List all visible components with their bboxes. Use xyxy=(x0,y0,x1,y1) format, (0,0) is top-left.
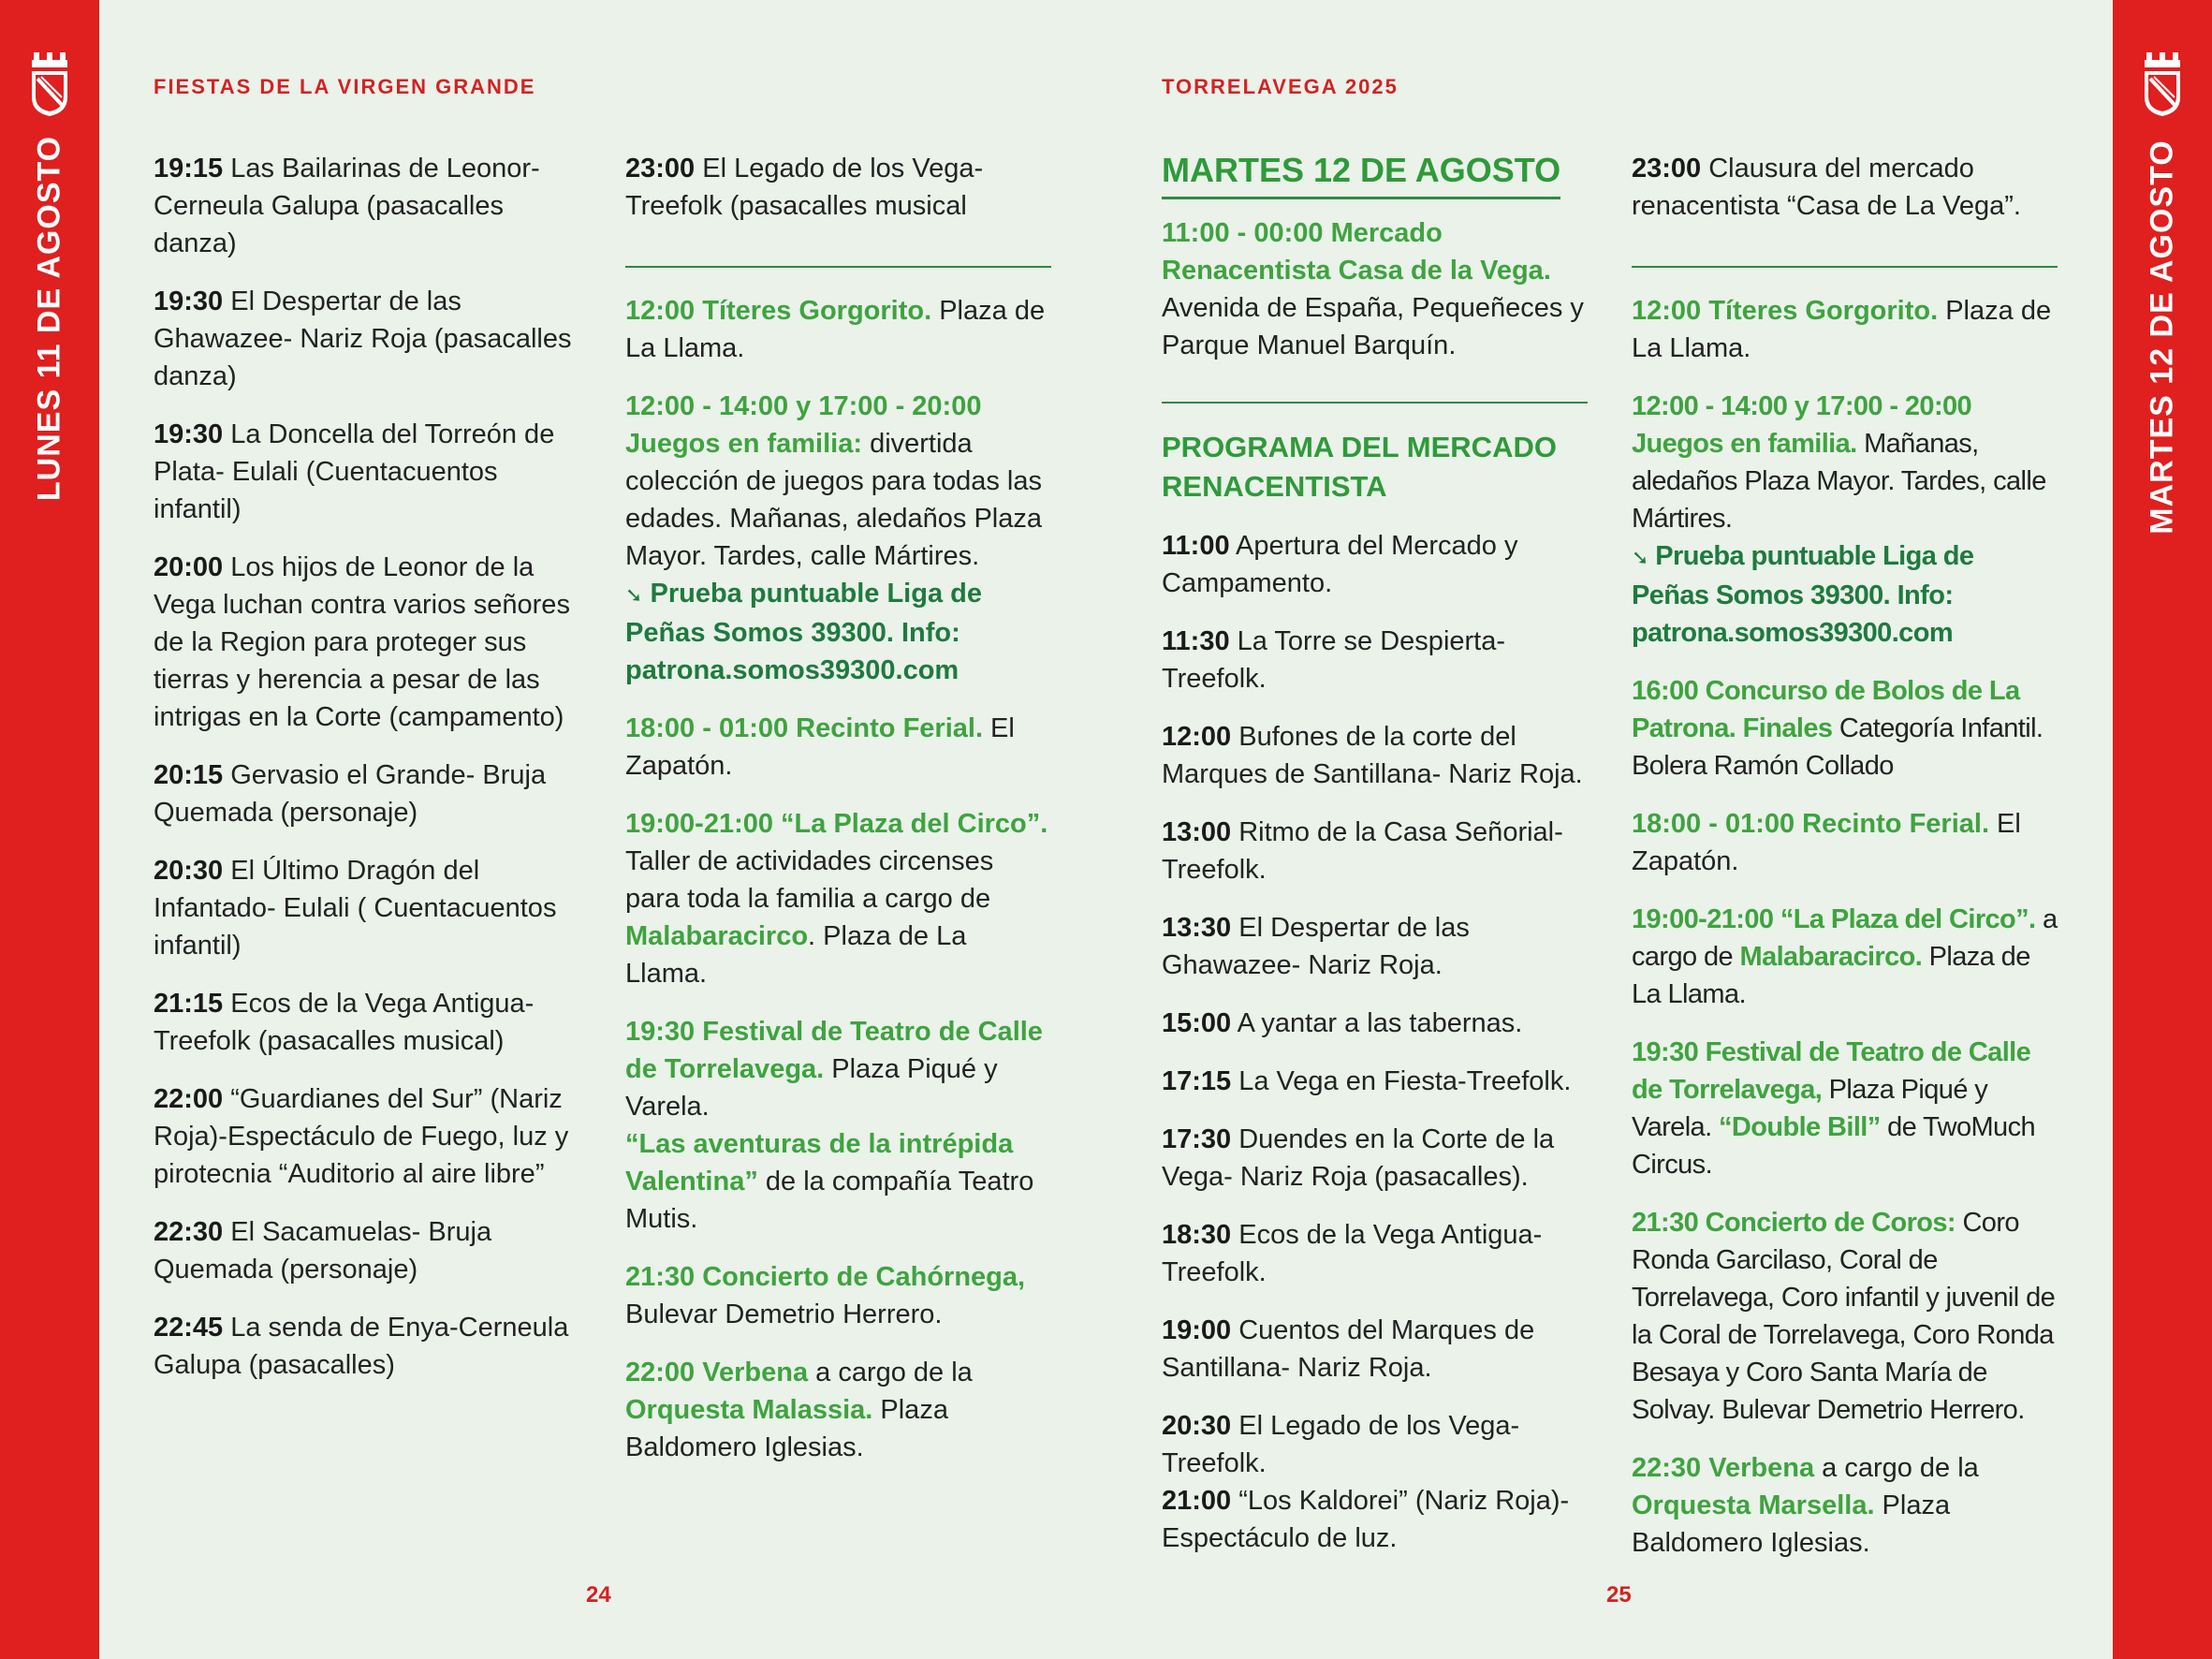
schedule-item: 13:00 Ritmo de la Casa Señorial-Treefolk. xyxy=(1162,817,1563,885)
page-number-left: 24 xyxy=(586,1582,611,1608)
schedule-item: 20:30 El Legado de los Vega-Treefolk. 21:00 “Los Kaldorei” (Nariz Roja)-Espectáculo de luz. xyxy=(1162,1411,1570,1553)
event-verbena: 22:30 Verbena a cargo de la Orquesta Marsella. Plaza Baldomero Iglesias. xyxy=(1632,1453,1979,1558)
event-festival-teatro: 19:30 Festival de Teatro de Calle de Torrelavega, Plaza Piqué y Varela. “Double Bill” de TwoMuch Circus. xyxy=(1632,1037,2036,1180)
event-titeres: 12:00 Títeres Gorgorito. Plaza de La Llama. xyxy=(1632,296,2052,363)
schedule-item: 20:15 Gervasio el Grande- Bruja Quemada (personaje) xyxy=(154,760,547,828)
event-bolos: 16:00 Concurso de Bolos de La Patrona. Finales Categoría Infantil. Bolera Ramón Collado xyxy=(1632,676,2044,781)
schedule-item: 18:30 Ecos de la Vega Antigua-Treefolk. xyxy=(1162,1220,1543,1287)
schedule-item: 17:30 Duendes en la Corte de la Vega- Nariz Roja (pasacalles). xyxy=(1162,1124,1555,1192)
schedule-item: 11:00 Apertura del Mercado y Campamento. xyxy=(1162,531,1518,598)
schedule-item: 22:00 “Guardianes del Sur” (Nariz Roja)-Espectáculo de Fuego, luz y pirotecnia “Auditorio al aire libre” xyxy=(154,1084,569,1189)
column-martes-2 xyxy=(1632,150,2058,1582)
event-recinto-ferial: 18:00 - 01:00 Recinto Ferial. El Zapatón. xyxy=(625,713,1015,781)
schedule-item: 12:00 Bufones de la corte del Marques de Santillana- Nariz Roja. xyxy=(1162,722,1583,789)
coat-of-arms-icon xyxy=(28,52,71,116)
right-running-header: TORRELAVEGA 2025 xyxy=(1162,75,1399,98)
schedule-item: 19:00 Cuentos del Marques de Santillana- Nariz Roja. xyxy=(1162,1315,1535,1383)
section-divider xyxy=(625,266,1051,268)
left-side-band: LUNES 11 DE AGOSTO xyxy=(0,0,99,1659)
page-number-right: 25 xyxy=(1606,1582,1632,1608)
schedule-item: 22:30 El Sacamuelas- Bruja Quemada (personaje) xyxy=(154,1217,492,1285)
schedule-item: 21:15 Ecos de la Vega Antigua-Treefolk (pasacalles musical) xyxy=(154,989,535,1056)
event-verbena: 22:00 Verbena a cargo de la Orquesta Malassia. Plaza Baldomero Iglesias. xyxy=(625,1358,973,1462)
event-plaza-circo: 19:00-21:00 “La Plaza del Circo”. a cargo de Malabaracirco. Plaza de La Llama. xyxy=(1632,904,2058,1009)
arrow-icon: ➘ xyxy=(625,583,643,607)
column-lunes-2 xyxy=(625,150,1051,1487)
event-juegos: 12:00 - 14:00 y 17:00 - 20:00 Juegos en familia. Mañanas, aledaños Plaza Mayor. Tardes, calle Mártires. ➘ Prueba puntuable Liga de Peñas Somos 39300. Info: patrona.somos39300.com xyxy=(1632,391,2046,648)
schedule-item: 15:00 A yantar a las tabernas. xyxy=(1162,1008,1523,1038)
event-juegos: 12:00 - 14:00 y 17:00 - 20:00 Juegos en familia: divertida colección de juegos para todas las edades. Mañanas, aledaños Plaza Mayor. Tardes, calle Mártires. ➘ Prueba puntuable Liga de Peñas Somos 39300. Info: patrona.somos39300.com xyxy=(625,391,1042,685)
schedule-item: 22:45 La senda de Enya-Cerneula Galupa (pasacalles) xyxy=(154,1313,569,1380)
arrow-icon: ➘ xyxy=(1632,546,1648,569)
coat-of-arms-icon xyxy=(2141,52,2184,116)
column-lunes-1 xyxy=(154,150,584,1404)
schedule-item: 17:15 La Vega en Fiesta-Treefolk. xyxy=(1162,1066,1572,1096)
schedule-item: 20:00 Los hijos de Leonor de la Vega luchan contra varios señores de la Region para proteger sus tierras y herencia a pesar de las intrigas en la Corte (campamento) xyxy=(154,552,570,732)
right-side-band: MARTES 12 DE AGOSTO xyxy=(2113,0,2212,1659)
event-festival-teatro: 19:30 Festival de Teatro de Calle de Torrelavega. Plaza Piqué y Varela. “Las aventuras de la intrépida Valentina” de la compañía Teatro Mutis. xyxy=(625,1017,1043,1234)
event-plaza-circo: 19:00-21:00 “La Plaza del Circo”. Taller de actividades circenses para toda la familia a cargo de Malabaracirco. Plaza de La Llama. xyxy=(625,809,1048,989)
event-mercado: 11:00 - 00:00 Mercado Renacentista Casa de la Vega. Avenida de España, Pequeñeces y Parque Manuel Barquín. xyxy=(1162,218,1584,360)
program-heading: PROGRAMA DEL MERCADO RENACENTISTA xyxy=(1162,431,1557,503)
schedule-item: 19:30 El Despertar de las Ghawazee- Nariz Roja (pasacalles danza) xyxy=(154,286,572,391)
section-divider xyxy=(1632,266,2058,268)
schedule-item: 23:00 El Legado de los Vega-Treefolk (pasacalles musical xyxy=(625,154,984,221)
event-titeres: 12:00 Títeres Gorgorito. Plaza de La Llama. xyxy=(625,296,1046,363)
day-heading: MARTES 12 DE AGOSTO xyxy=(1162,150,1560,199)
event-recinto-ferial: 18:00 - 01:00 Recinto Ferial. El Zapatón. xyxy=(1632,809,2021,876)
section-divider xyxy=(1162,402,1588,404)
schedule-item: 19:30 La Doncella del Torreón de Plata- Eulali (Cuentacuentos infantil) xyxy=(154,419,555,524)
schedule-item: 11:30 La Torre se Despierta-Treefolk. xyxy=(1162,626,1506,694)
schedule-item: 13:30 El Despertar de las Ghawazee- Nariz Roja. xyxy=(1162,913,1470,980)
schedule-item: 20:30 El Último Dragón del Infantado- Eulali ( Cuentacuentos infantil) xyxy=(154,856,557,961)
schedule-item: 23:00 Clausura del mercado renacentista “Casa de La Vega”. xyxy=(1632,154,2021,221)
left-running-header: FIESTAS DE LA VIRGEN GRANDE xyxy=(154,75,536,98)
event-concierto-coros: 21:30 Concierto de Coros: Coro Ronda Garcilaso, Coral de Torrelavega, Coro infantil y juvenil de la Coral de Torrelavega, Coro Ronda Besaya y Coro Santa María de Solvay. Bulevar Demetrio Herrero. xyxy=(1632,1208,2056,1425)
event-concierto: 21:30 Concierto de Cahórnega, Bulevar Demetrio Herrero. xyxy=(625,1262,1026,1329)
schedule-item: 19:15 Las Bailarinas de Leonor-Cerneula Galupa (pasacalles danza) xyxy=(154,154,540,258)
column-martes-1 xyxy=(1162,150,1588,1578)
